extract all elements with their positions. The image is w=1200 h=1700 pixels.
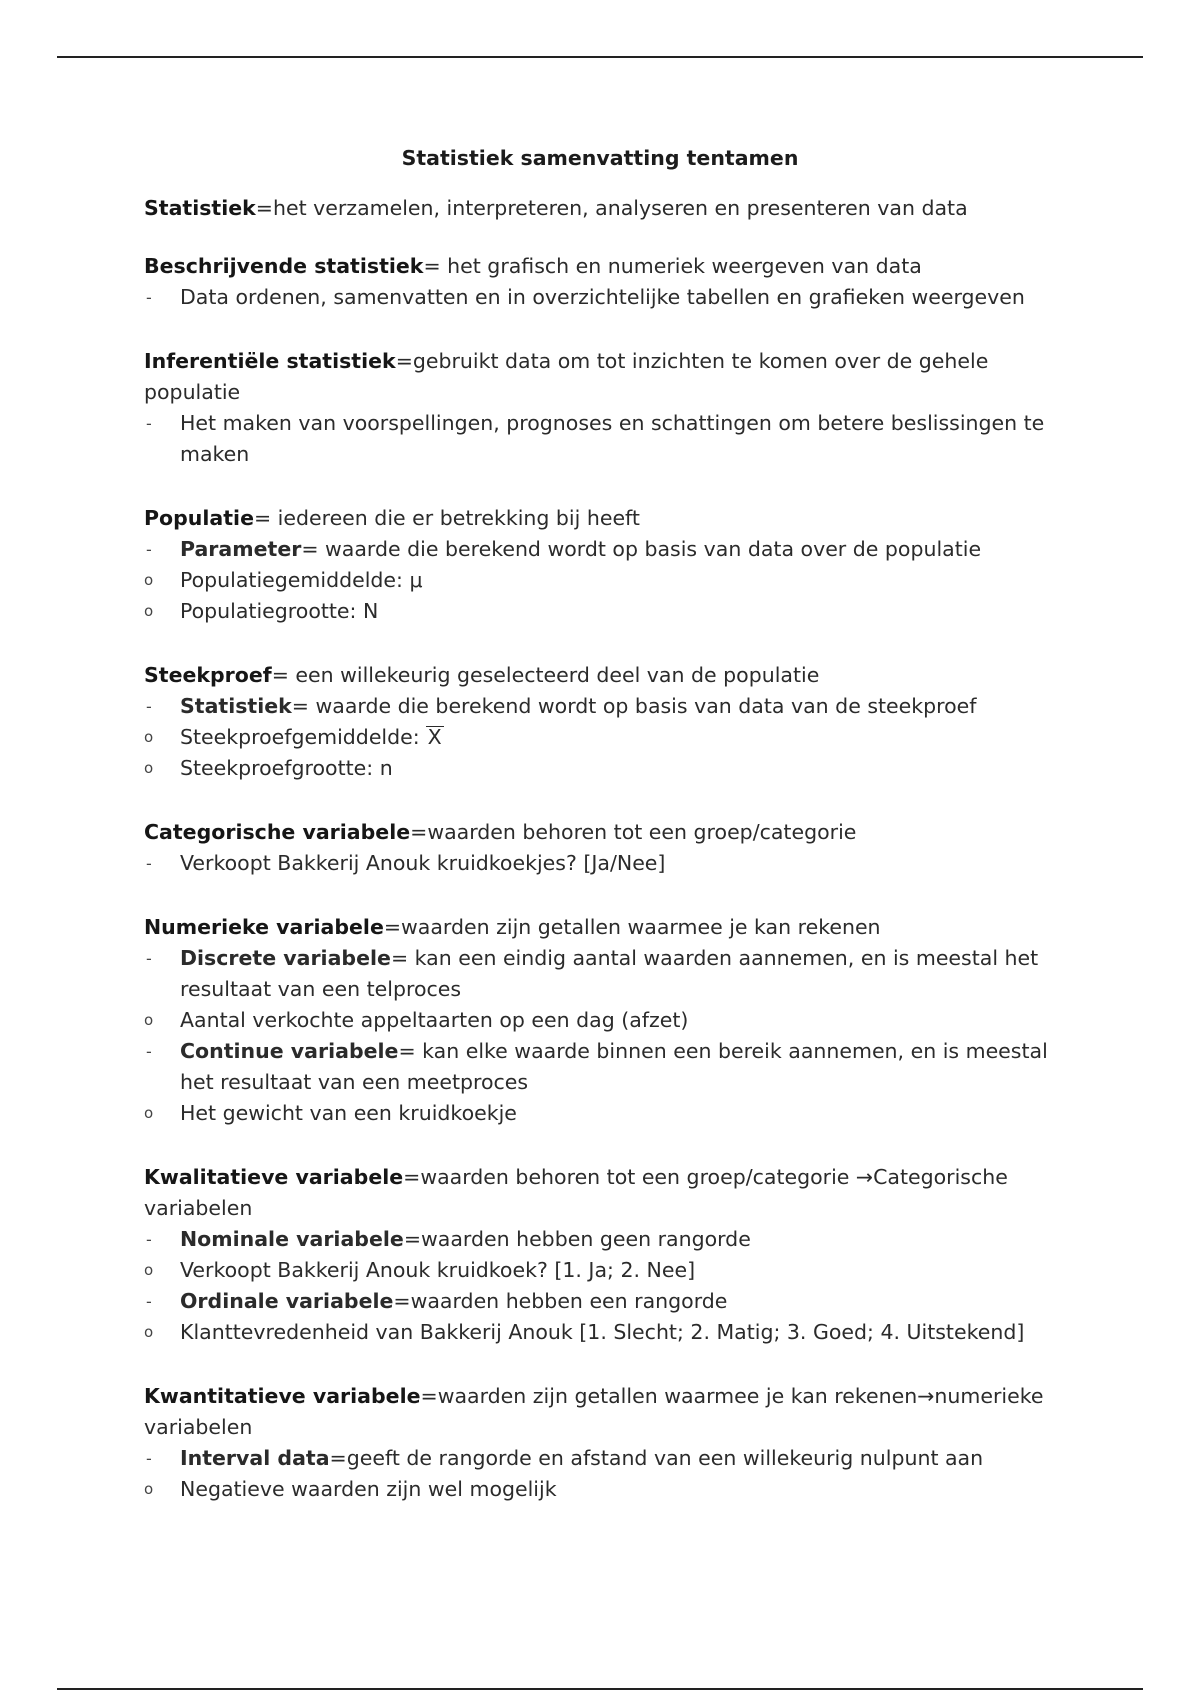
- list-item: [144, 1224, 1064, 1255]
- dash-bullet: -: [146, 1230, 152, 1249]
- dash-bullet: -: [146, 949, 152, 968]
- item-term: Interval data: [180, 1446, 330, 1470]
- list-item: [144, 1255, 1064, 1286]
- item-term: Parameter: [180, 537, 302, 561]
- item-text: = waarde die berekend wordt op basis van data over de populatie: [301, 537, 982, 561]
- section: [144, 660, 1064, 784]
- definition: [144, 346, 1064, 408]
- list-item: [144, 1036, 1064, 1098]
- item-text: Verkoopt Bakkerij Anouk kruidkoekjes? [Ja/Nee]: [180, 851, 666, 875]
- dash-bullet: -: [146, 540, 152, 559]
- circle-bullet: o: [144, 1104, 154, 1122]
- section: [144, 1162, 1064, 1348]
- term: Kwantitatieve variabele: [144, 1384, 421, 1408]
- term: Inferentiële statistiek: [144, 349, 396, 373]
- item-text: = kan elke waarde binnen een bereik aannemen, en is meestal het resultaat van een meetproces: [180, 1039, 1048, 1094]
- term: Numerieke variabele: [144, 915, 384, 939]
- item-term: Ordinale variabele: [180, 1289, 394, 1313]
- definition: [144, 1381, 1064, 1443]
- term: Kwalitatieve variabele: [144, 1165, 404, 1189]
- list-item: [144, 1098, 1064, 1129]
- dash-bullet: -: [146, 1449, 152, 1468]
- item-text: Aantal verkochte appeltaarten op een dag (afzet): [180, 1008, 689, 1032]
- list-item: [144, 753, 1064, 784]
- definition-text: =het verzamelen, interpreteren, analyseren en presenteren van data: [255, 196, 968, 220]
- term: Statistiek: [144, 196, 256, 220]
- circle-bullet: o: [144, 728, 154, 746]
- item-text: Het gewicht van een kruidkoekje: [180, 1101, 517, 1125]
- definition-text: =gebruikt data om tot inzichten te komen over de gehele populatie: [144, 349, 989, 404]
- term: Steekproef: [144, 663, 272, 687]
- definition-text: = iedereen die er betrekking bij heeft: [253, 506, 640, 530]
- circle-bullet: o: [144, 1323, 154, 1341]
- list-item: [144, 282, 1064, 313]
- term: Populatie: [144, 506, 254, 530]
- item-text: Verkoopt Bakkerij Anouk kruidkoek? [1. Ja; 2. Nee]: [180, 1258, 696, 1282]
- list-item: [144, 1005, 1064, 1036]
- item-text: Populatiegemiddelde: μ: [180, 568, 423, 592]
- item-text: Steekproefgrootte: n: [180, 756, 393, 780]
- section: [144, 912, 1064, 1129]
- circle-bullet: o: [144, 571, 154, 589]
- definition: [144, 503, 1064, 534]
- definition-text: =waarden behoren tot een groep/categorie: [410, 820, 857, 844]
- section: [144, 1381, 1064, 1505]
- dash-bullet: -: [146, 1042, 152, 1061]
- bottom-rule: [57, 1688, 1143, 1690]
- item-text: =geeft de rangorde en afstand van een willekeurig nulpunt aan: [329, 1446, 984, 1470]
- definition-text: =waarden zijn getallen waarmee je kan rekenen→numerieke variabelen: [144, 1384, 1044, 1439]
- list-item: [144, 596, 1064, 627]
- definition: [144, 1162, 1064, 1224]
- definition: [144, 251, 1064, 282]
- list-item: [144, 1286, 1064, 1317]
- definition-text: =waarden behoren tot een groep/categorie →Categorische variabelen: [144, 1165, 1008, 1220]
- dash-bullet: -: [146, 854, 152, 873]
- circle-bullet: o: [144, 1261, 154, 1279]
- x-bar-symbol: X: [427, 725, 442, 749]
- circle-bullet: o: [144, 1480, 154, 1498]
- circle-bullet: o: [144, 602, 154, 620]
- dash-bullet: -: [146, 288, 152, 307]
- section: [144, 193, 1064, 224]
- definition: [144, 193, 1064, 224]
- item-term: Statistiek: [180, 694, 292, 718]
- item-text: =waarden hebben geen rangorde: [403, 1227, 751, 1251]
- term: Categorische variabele: [144, 820, 411, 844]
- list-item: [144, 1317, 1064, 1348]
- section: [144, 503, 1064, 627]
- item-term: Discrete variabele: [180, 946, 391, 970]
- term: Beschrijvende statistiek: [144, 254, 424, 278]
- list-item: [144, 408, 1064, 470]
- list-item: [144, 943, 1064, 1005]
- document-body: [144, 193, 1064, 1538]
- item-text: Klanttevredenheid van Bakkerij Anouk [1. Slecht; 2. Matig; 3. Goed; 4. Uitstekend]: [180, 1320, 1025, 1344]
- item-text: Negatieve waarden zijn wel mogelijk: [180, 1477, 557, 1501]
- definition: [144, 660, 1064, 691]
- definition-text: = een willekeurig geselecteerd deel van de populatie: [271, 663, 820, 687]
- definition-text: = het grafisch en numeriek weergeven van data: [423, 254, 922, 278]
- top-rule: [57, 56, 1143, 58]
- item-text: Data ordenen, samenvatten en in overzichtelijke tabellen en grafieken weergeven: [180, 285, 1025, 309]
- item-text: = waarde die berekend wordt op basis van data van de steekproef: [291, 694, 977, 718]
- list-item: [144, 565, 1064, 596]
- item-text: Het maken van voorspellingen, prognoses en schattingen om betere beslissingen te maken: [180, 411, 1045, 466]
- dash-bullet: -: [146, 414, 152, 433]
- item-text: =waarden hebben een rangorde: [393, 1289, 728, 1313]
- item-text: = kan een eindig aantal waarden aannemen, en is meestal het resultaat van een telproces: [180, 946, 1039, 1001]
- item-text: Populatiegrootte: N: [180, 599, 379, 623]
- dash-bullet: -: [146, 697, 152, 716]
- section: [144, 251, 1064, 313]
- circle-bullet: o: [144, 1011, 154, 1029]
- list-item: [144, 1474, 1064, 1505]
- section: [144, 346, 1064, 470]
- item-term: Nominale variabele: [180, 1227, 404, 1251]
- definition: [144, 912, 1064, 943]
- circle-bullet: o: [144, 759, 154, 777]
- definition: [144, 817, 1064, 848]
- list-item: [144, 691, 1064, 722]
- page-title: Statistiek samenvatting tentamen: [401, 146, 799, 170]
- item-term: Continue variabele: [180, 1039, 399, 1063]
- list-item: [144, 534, 1064, 565]
- item-text: Steekproefgemiddelde:: [180, 725, 420, 749]
- list-item: [144, 1443, 1064, 1474]
- definition-text: =waarden zijn getallen waarmee je kan rekenen: [383, 915, 881, 939]
- list-item: [144, 848, 1064, 879]
- list-item: [144, 722, 1064, 753]
- section: [144, 817, 1064, 879]
- dash-bullet: -: [146, 1292, 152, 1311]
